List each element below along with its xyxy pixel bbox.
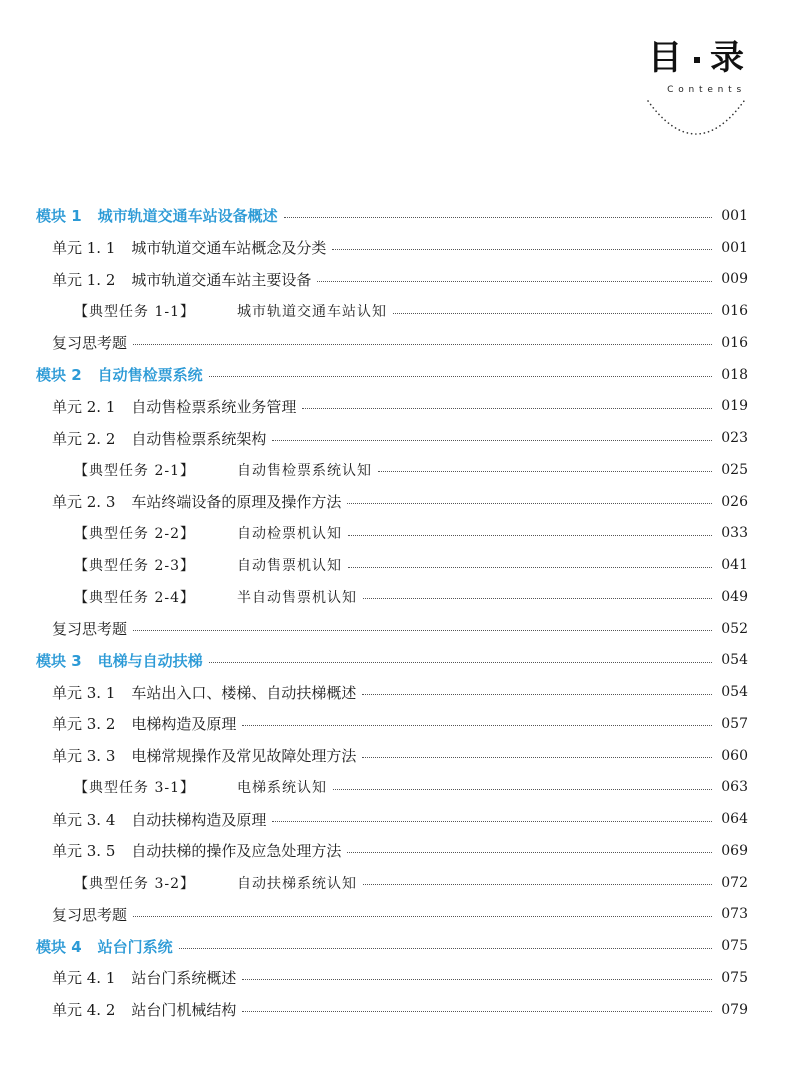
dot-leader <box>272 440 712 441</box>
dot-leader <box>179 948 712 949</box>
toc-entry-unit[interactable] <box>36 232 748 264</box>
toc-entry-unit[interactable] <box>36 422 748 454</box>
toc-entry-title: 城市轨道交通车站设备概述 <box>97 207 278 226</box>
toc-entry-number: 单元 4. 2 <box>52 1001 116 1020</box>
toc-entry-title: 站台门系统 <box>97 937 173 956</box>
dot-leader <box>272 821 712 822</box>
toc-entry-module[interactable] <box>36 359 748 391</box>
toc-page-number: 001 <box>721 207 748 224</box>
toc-entry-label <box>52 332 127 353</box>
toc-entry-title: 电梯构造及原理 <box>131 715 237 734</box>
toc-entry-label <box>36 205 278 226</box>
toc-entry-number: 单元 3. 5 <box>52 842 116 861</box>
toc-entry-task[interactable] <box>36 549 748 581</box>
toc-page-number: 069 <box>721 842 748 859</box>
toc-entry-number: 单元 1. 1 <box>52 239 116 258</box>
toc-entry-review[interactable] <box>36 327 748 359</box>
toc-entry-title: 城市轨道交通车站认知 <box>237 304 387 321</box>
dot-leader <box>317 281 712 282</box>
dot-leader <box>242 979 712 980</box>
toc-entry-unit[interactable] <box>36 962 748 994</box>
toc-page-number: 033 <box>721 525 748 542</box>
toc-entry-label <box>52 840 341 861</box>
toc-entry-unit[interactable] <box>36 708 748 740</box>
toc-entry-number: 单元 3. 2 <box>52 715 116 734</box>
toc-entry-label <box>52 618 127 639</box>
toc-entry-number: 模块 3 <box>36 651 82 670</box>
toc-page-number: 072 <box>721 874 748 891</box>
toc-entry-number: 【典型任务 3-1】 <box>74 780 195 797</box>
toc-page-number: 052 <box>721 620 748 637</box>
toc-entry-number: 单元 3. 4 <box>52 810 116 829</box>
dot-leader <box>302 408 712 409</box>
toc-entry-label <box>36 936 173 957</box>
toc-entry-label <box>74 555 342 575</box>
toc-entry-title: 复习思考题 <box>52 905 128 924</box>
toc-page-number: 001 <box>721 239 748 256</box>
toc-page-number: 054 <box>721 652 748 669</box>
toc-entry-unit[interactable] <box>36 994 748 1026</box>
toc-page-number: 016 <box>721 334 748 351</box>
toc-entry-label <box>52 809 266 830</box>
toc-entry-title: 自动扶梯的操作及应急处理方法 <box>131 842 342 861</box>
page-subtitle: Contents <box>667 85 746 95</box>
toc-page-number: 009 <box>721 271 748 288</box>
toc-entry-unit[interactable] <box>36 835 748 867</box>
toc-entry-label <box>52 237 326 258</box>
toc-entry-title: 自动扶梯构造及原理 <box>131 810 267 829</box>
toc-entry-title: 自动检票机认知 <box>237 526 342 543</box>
toc-entry-label <box>52 904 127 925</box>
toc-entry-label <box>74 523 342 543</box>
dot-leader <box>332 249 712 250</box>
toc-page-number: 075 <box>721 938 748 955</box>
toc-entry-number: 【典型任务 2-4】 <box>74 589 195 606</box>
dot-leader <box>242 1011 712 1012</box>
toc-entry-task[interactable] <box>36 772 748 804</box>
toc-page-number: 049 <box>721 588 748 605</box>
toc-entry-module[interactable] <box>36 200 748 232</box>
toc-page-number: 026 <box>721 493 748 510</box>
toc-entry-label <box>36 650 203 671</box>
toc-entry-number: 【典型任务 2-3】 <box>74 558 195 575</box>
toc-entry-task[interactable] <box>36 518 748 550</box>
toc-entry-label <box>52 396 296 417</box>
toc-entry-unit[interactable] <box>36 803 748 835</box>
dot-leader <box>362 757 712 758</box>
toc-entry-number: 单元 3. 1 <box>52 683 116 702</box>
toc-entry-label <box>52 745 356 766</box>
toc-entry-label <box>36 364 203 385</box>
page-header <box>0 0 790 160</box>
toc-entry-title: 复习思考题 <box>52 334 128 353</box>
dot-leader <box>363 598 712 599</box>
toc-entry-number: 单元 3. 3 <box>52 747 116 766</box>
dot-leader <box>348 567 712 568</box>
toc-entry-title: 半自动售票机认知 <box>237 589 357 606</box>
toc-page-number: 057 <box>721 715 748 732</box>
toc-entry-title: 自动售检票系统架构 <box>131 429 267 448</box>
dot-leader <box>393 313 712 314</box>
toc-page-number: 075 <box>721 969 748 986</box>
toc-page-number: 079 <box>721 1001 748 1018</box>
toc-page-number: 060 <box>721 747 748 764</box>
toc-page-number: 073 <box>721 906 748 923</box>
toc-entry-task[interactable] <box>36 581 748 613</box>
toc-entry-title: 自动扶梯系统认知 <box>237 875 357 892</box>
table-of-contents <box>36 200 748 1026</box>
toc-entry-number: 【典型任务 2-1】 <box>74 462 195 479</box>
toc-entry-label <box>52 682 356 703</box>
dot-leader <box>333 789 712 790</box>
toc-entry-task[interactable] <box>36 454 748 486</box>
toc-page-number: 025 <box>721 461 748 478</box>
toc-entry-title: 自动售检票系统 <box>97 366 203 385</box>
dot-leader <box>133 344 712 345</box>
dot-leader <box>378 471 712 472</box>
toc-entry-number: 模块 2 <box>36 366 82 385</box>
toc-page-number: 054 <box>721 684 748 701</box>
dot-leader <box>347 852 712 853</box>
toc-entry-label <box>52 269 311 290</box>
toc-entry-unit[interactable] <box>36 676 748 708</box>
toc-entry-task[interactable] <box>36 295 748 327</box>
dot-leader <box>209 376 712 377</box>
dot-leader <box>133 916 712 917</box>
toc-entry-label <box>52 967 236 988</box>
toc-entry-label <box>52 999 236 1020</box>
toc-entry-number: 单元 2. 1 <box>52 397 116 416</box>
toc-entry-title: 城市轨道交通车站主要设备 <box>131 270 312 289</box>
dot-leader <box>363 884 712 885</box>
toc-entry-title: 城市轨道交通车站概念及分类 <box>131 239 327 258</box>
toc-page-number: 018 <box>721 366 748 383</box>
toc-entry-unit[interactable] <box>36 391 748 423</box>
toc-entry-title: 车站终端设备的原理及操作方法 <box>131 493 342 512</box>
toc-entry-title: 自动售票机认知 <box>237 558 342 575</box>
toc-page-number: 041 <box>721 557 748 574</box>
toc-page-number: 016 <box>721 303 748 320</box>
dot-leader <box>133 630 712 631</box>
toc-entry-title: 电梯与自动扶梯 <box>97 651 203 670</box>
toc-entry-task[interactable] <box>36 867 748 899</box>
dot-leader <box>347 503 712 504</box>
toc-page-number: 023 <box>721 430 748 447</box>
dot-leader <box>362 694 712 695</box>
toc-entry-label <box>74 460 372 480</box>
toc-entry-number: 单元 4. 1 <box>52 969 116 988</box>
toc-page-number: 064 <box>721 811 748 828</box>
toc-entry-review[interactable] <box>36 613 748 645</box>
toc-entry-review[interactable] <box>36 899 748 931</box>
toc-entry-module[interactable] <box>36 645 748 677</box>
toc-entry-label <box>74 587 357 607</box>
toc-entry-label <box>74 777 327 797</box>
toc-entry-number: 【典型任务 2-2】 <box>74 526 195 543</box>
title-char-1: 目 <box>648 38 684 78</box>
toc-entry-label <box>52 713 236 734</box>
toc-entry-title: 复习思考题 <box>52 620 128 639</box>
toc-entry-title: 自动售检票系统认知 <box>237 462 372 479</box>
toc-entry-number: 单元 2. 3 <box>52 493 116 512</box>
toc-entry-number: 单元 2. 2 <box>52 429 116 448</box>
toc-entry-title: 站台门系统概述 <box>131 969 237 988</box>
toc-entry-label <box>52 428 266 449</box>
toc-entry-number: 单元 1. 2 <box>52 270 116 289</box>
dot-leader <box>284 217 712 218</box>
toc-entry-unit[interactable] <box>36 740 748 772</box>
toc-entry-unit[interactable] <box>36 264 748 296</box>
dot-leader <box>242 725 712 726</box>
toc-entry-number: 【典型任务 1-1】 <box>74 304 195 321</box>
toc-entry-title: 电梯常规操作及常见故障处理方法 <box>131 747 357 766</box>
toc-entry-label <box>52 491 341 512</box>
toc-entry-label <box>74 873 357 893</box>
dotted-arc-decoration <box>646 97 746 143</box>
toc-entry-label <box>74 301 387 321</box>
dot-leader <box>348 535 712 536</box>
dot-leader <box>209 662 712 663</box>
toc-page-number: 019 <box>721 398 748 415</box>
toc-entry-title: 车站出入口、楼梯、自动扶梯概述 <box>131 683 357 702</box>
toc-entry-number: 【典型任务 3-2】 <box>74 875 195 892</box>
toc-entry-unit[interactable] <box>36 486 748 518</box>
toc-entry-module[interactable] <box>36 930 748 962</box>
toc-entry-number: 模块 4 <box>36 937 82 956</box>
toc-page-number: 063 <box>721 779 748 796</box>
title-dot <box>694 57 700 63</box>
toc-entry-title: 站台门机械结构 <box>131 1001 237 1020</box>
toc-entry-number: 模块 1 <box>36 207 82 226</box>
toc-entry-title: 电梯系统认知 <box>237 780 327 797</box>
title-char-2: 录 <box>710 38 746 78</box>
page-title <box>648 30 746 79</box>
toc-entry-title: 自动售检票系统业务管理 <box>131 397 297 416</box>
